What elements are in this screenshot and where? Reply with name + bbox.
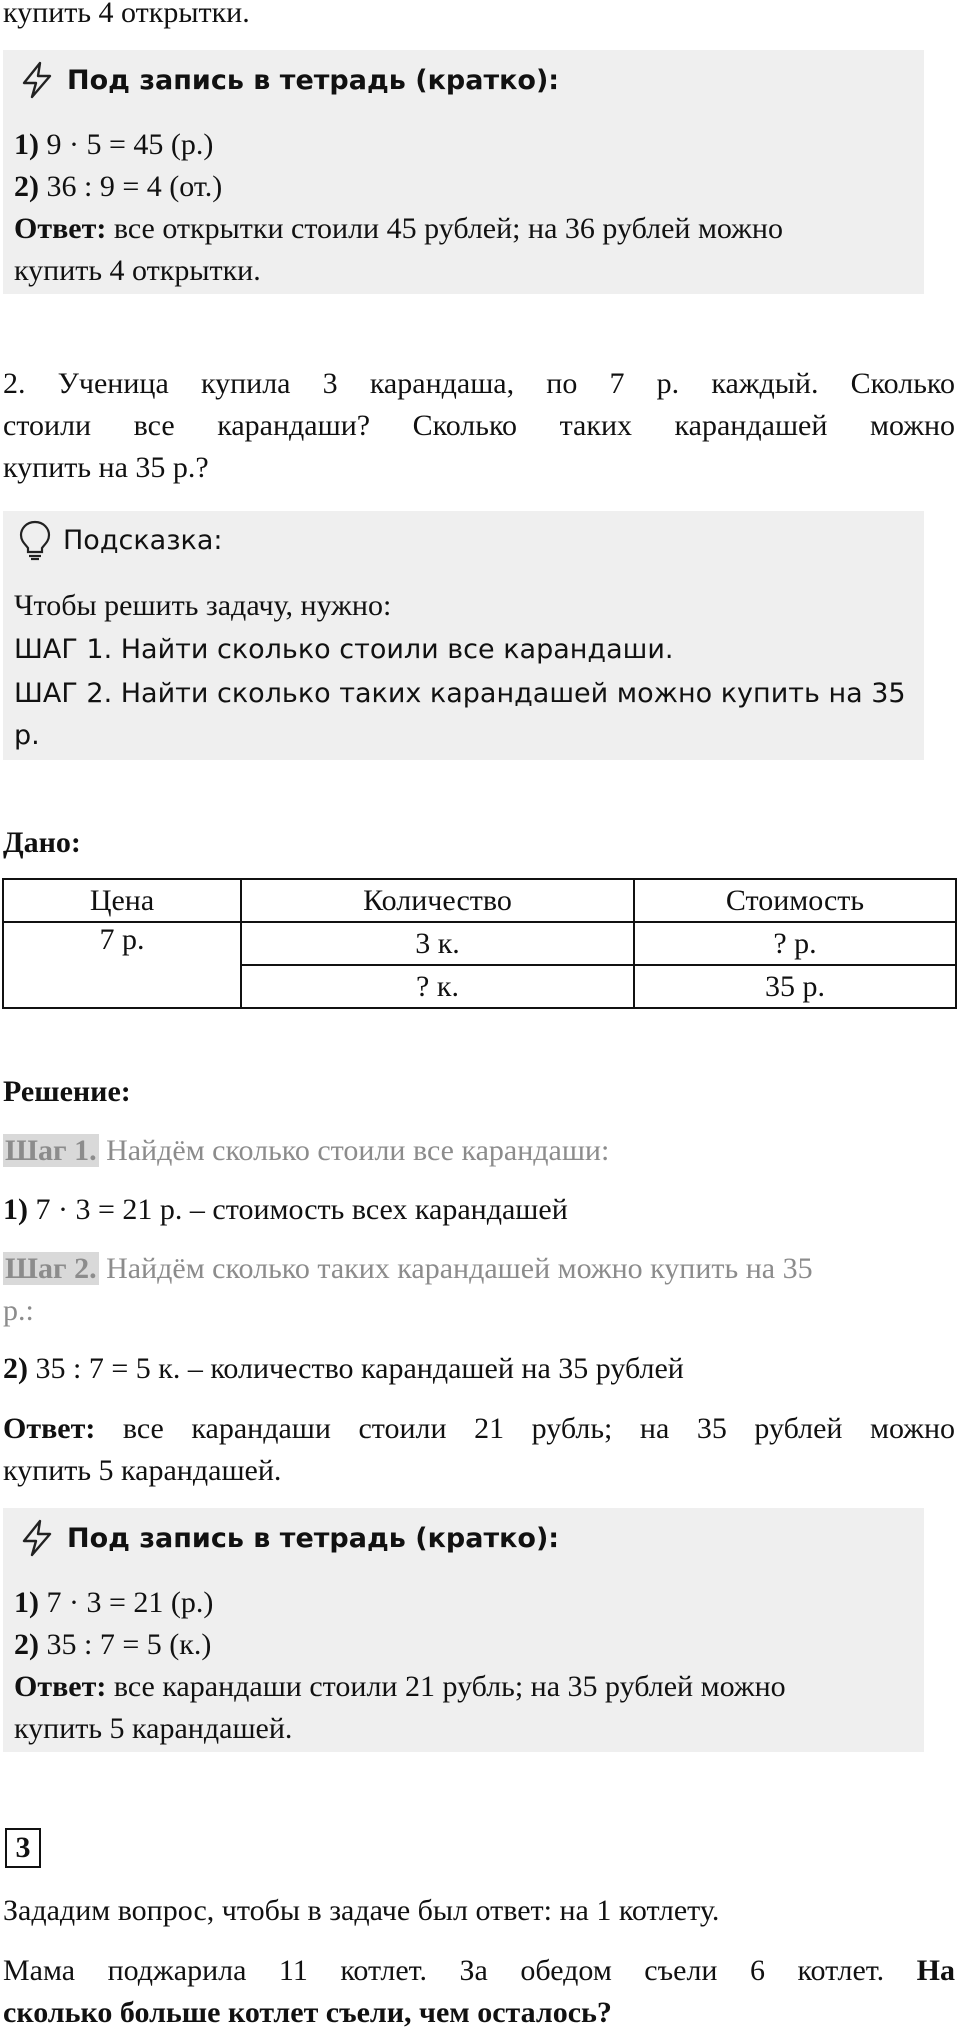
header-cost: Стоимость (634, 879, 956, 922)
equation-2: 2) 35 : 7 = 5 (к.) (14, 1628, 212, 1661)
table-header-row (3, 879, 956, 922)
task3-line-3: сколько больше котлет съели, чем осталось? (3, 1996, 612, 2029)
box-title-text: Под запись в тетрадь (кратко): (67, 1522, 560, 1554)
cell-cost-1: ? р. (634, 922, 956, 965)
equation-1: 1) 9 · 5 = 45 (р.) (14, 128, 214, 161)
hint-step-2: ШАГ 2. Найти сколько таких карандашей можно купить на 35 (14, 678, 906, 709)
answer-line-2: купить 5 карандашей. (14, 1712, 293, 1745)
cell-quantity-1: 3 к. (241, 922, 634, 965)
given-table (2, 878, 957, 1009)
box-title (17, 60, 559, 100)
task2-line-1: 2. Ученица купила 3 карандаша, по 7 р. каждый. Сколько (3, 367, 955, 400)
hint-step-2-cont: р. (14, 720, 40, 751)
header-quantity: Количество (241, 879, 634, 922)
solution-answer-line-2: купить 5 карандашей. (3, 1454, 282, 1487)
solution-equation-2: 2) 35 : 7 = 5 к. – количество карандашей на 35 рублей (3, 1352, 684, 1385)
hint-title (17, 519, 223, 561)
equation-1: 1) 7 · 3 = 21 (р.) (14, 1586, 214, 1619)
solution-step-2: Шаг 2. Найдём сколько таких карандашей можно купить на 35 (5, 1252, 813, 1285)
hint-box (3, 511, 924, 760)
solution-equation-1: 1) 7 · 3 = 21 р. – стоимость всех карандашей (3, 1193, 568, 1226)
hint-step-1: ШАГ 1. Найти сколько стоили все карандаши. (14, 634, 674, 665)
notebook-box-2 (3, 1508, 924, 1752)
table-row (3, 922, 956, 965)
solution-step-2-cont: р.: (3, 1294, 34, 1327)
equation-2: 2) 36 : 9 = 4 (от.) (14, 170, 223, 203)
answer-line-1: Ответ: все открытки стоили 45 рублей; на 36 рублей можно (14, 212, 783, 245)
cell-price: 7 р. (3, 922, 241, 1008)
box-title (17, 1518, 559, 1558)
task3-line-1: Зададим вопрос, чтобы в задаче был ответ: на 1 котлету. (3, 1894, 720, 1927)
hint-title-text: Подсказка: (63, 524, 223, 556)
solution-label: Решение: (3, 1075, 131, 1108)
task2-line-3: купить на 35 р.? (3, 451, 209, 484)
header-price: Цена (3, 879, 241, 922)
lightbulb-icon (17, 519, 53, 561)
task3-line-2: Мама поджарила 11 котлет. За обедом съели 6 котлет. На (3, 1954, 956, 1987)
box-title-text: Под запись в тетрадь (кратко): (67, 64, 560, 96)
top-line: купить 4 открытки. (3, 0, 250, 29)
task2-line-2: стоили все карандаши? Сколько таких карандашей можно (3, 409, 955, 442)
hint-intro: Чтобы решить задачу, нужно: (14, 589, 392, 622)
answer-line-2: купить 4 открытки. (14, 254, 261, 287)
given-label: Дано: (3, 826, 81, 859)
solution-step-1: Шаг 1. Найдём сколько стоили все карандаши: (5, 1134, 610, 1167)
lightning-icon (17, 1518, 57, 1558)
cell-cost-2: 35 р. (634, 965, 956, 1008)
lightning-icon (17, 60, 57, 100)
solution-answer-line-1: Ответ: все карандаши стоили 21 рубль; на 35 рублей можно (3, 1412, 955, 1445)
answer-line-1: Ответ: все карандаши стоили 21 рубль; на 35 рублей можно (14, 1670, 786, 1703)
notebook-box-1 (3, 50, 924, 294)
task-number-box: 3 (5, 1828, 41, 1868)
cell-quantity-2: ? к. (241, 965, 634, 1008)
